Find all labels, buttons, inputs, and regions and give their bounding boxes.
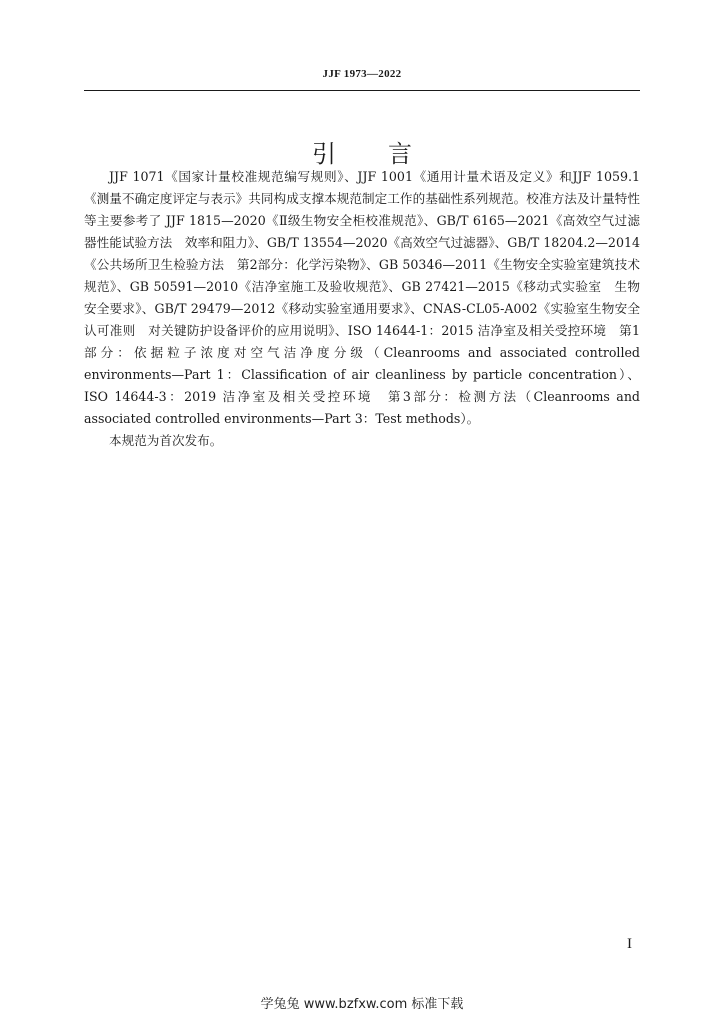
page-title: 引言 [312, 140, 464, 169]
paragraph-first-release: 本规范为首次发布。 [109, 433, 223, 448]
header-rule [84, 90, 640, 91]
document-header-code: JJF 1973—2022 [322, 68, 402, 80]
document-body [84, 166, 640, 452]
paragraph-references: JJF 1071《国家计量校准规范编写规则》、JJF 1001《通用计量术语及定义》和JJF 1059.1《测量不确定度评定与表示》共同构成支撑本规范制定工作的基础性系列规范。校准方法及计量特性等主要参考了 JJF 1815—2020《Ⅱ级生物安全柜校准规范》、GB/T 6165—2021《高效空气过滤器性能试验方法 效率和阻力》、GB/T 13554—2020《高效空气过滤器》、GB/T 18204.2—2014《公共场所卫生检验方法 第2部分：化学污染物》、GB 50346—2011《生物安全实验室建筑技术规范》、GB 50591—2010《洁净室施工及验收规范》、GB 27421—2015《移动式实验室 生物安全要求》、GB/T 29479—2012《移动实验室通用要求》、CNAS-CL05-A002《实验室生物安全认可准则 对关键防护设备评价的应用说明》、ISO 14644-1：2015 洁净室及相关受控环境 第1部分：依据粒子浓度对空气洁净度分级（Cleanrooms and associated controlled environments—Part 1：Classification of air cleanliness by particle concentration）、ISO 14644-3：2019 洁净室及相关受控环境 第3部分：检测方法（Cleanrooms and associated controlled environments—Part 3：Test methods）。 [84, 169, 640, 426]
page-number: I [627, 936, 632, 952]
footer-watermark: 学兔兔 www.bzfxw.com 标准下载 [260, 997, 464, 1012]
